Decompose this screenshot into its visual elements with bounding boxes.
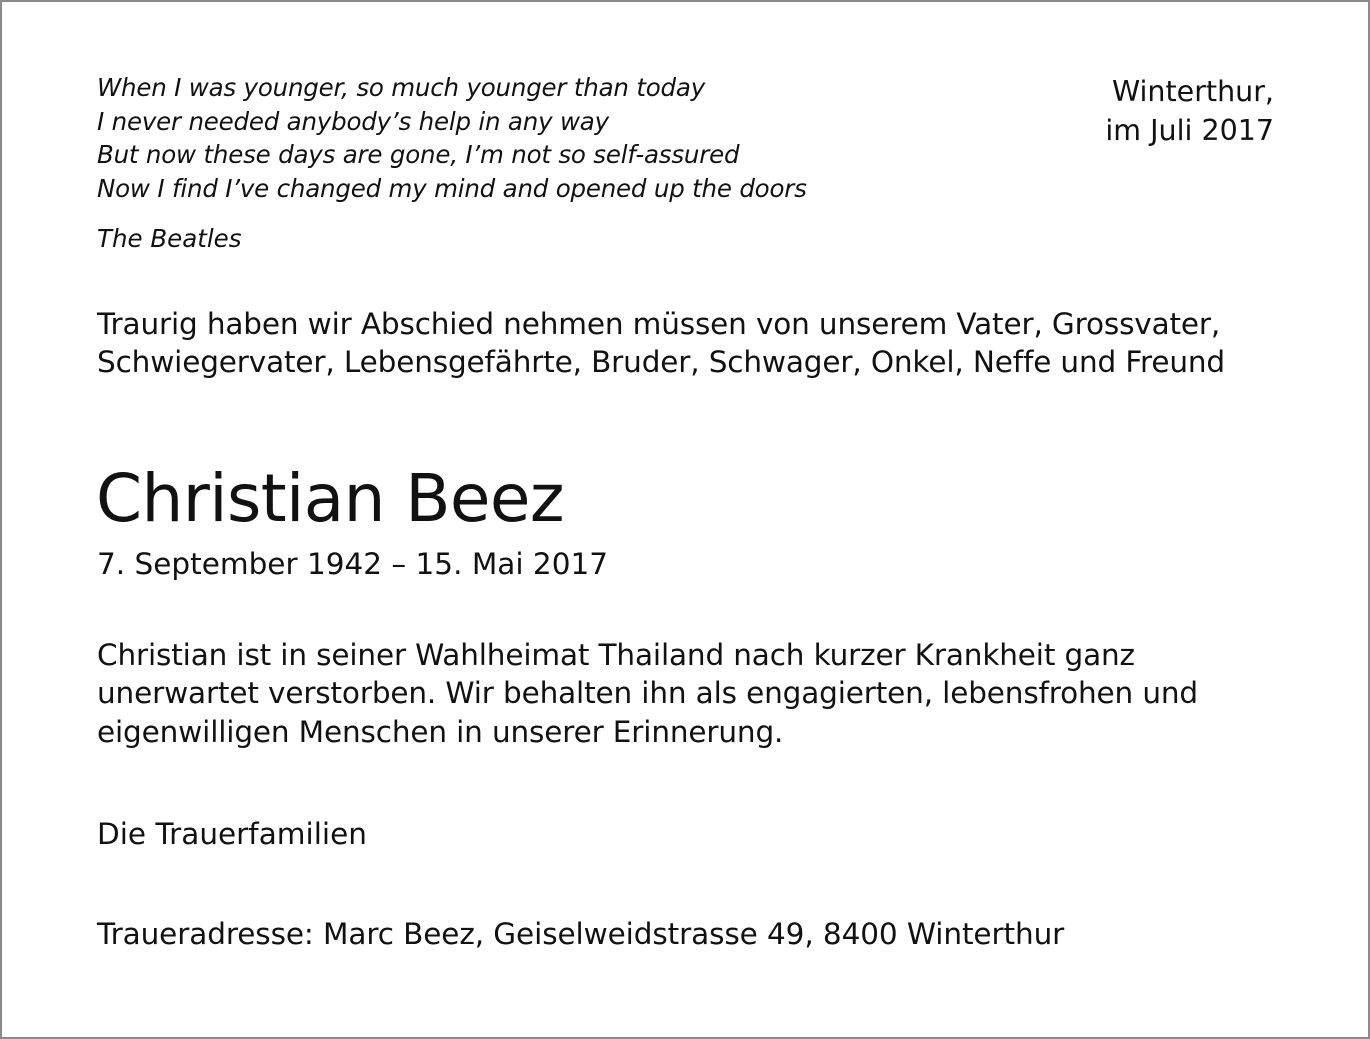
place-date xyxy=(1105,73,1274,150)
song-quote xyxy=(97,71,807,206)
date: im Juli 2017 xyxy=(1105,113,1274,147)
quote-line: Now I find I’ve changed my mind and opened up the doors xyxy=(97,174,807,204)
mourning-address: Traueradresse: Marc Beez, Geiselweidstrasse 49, 8400 Winterthur xyxy=(97,917,1065,951)
quote-line: When I was younger, so much younger than today xyxy=(97,73,706,102)
deceased-name: Christian Beez xyxy=(96,460,564,537)
intro-text: Traurig haben wir Abschied nehmen müssen von unserem Vater, Grossvater, Schwiegervater, Lebensgefährte, Bruder, Schwager, Onkel, Neffe und Freund xyxy=(97,307,1225,379)
place: Winterthur, xyxy=(1111,75,1274,108)
body-text: Christian ist in seiner Wahlheimat Thailand nach kurzer Krankheit ganz unerwartet verstorben. Wir behalten ihn als engagierten, lebensfrohen und eigenwilligen Menschen in unserer Erinnerung. xyxy=(97,638,1198,749)
signature: Die Trauerfamilien xyxy=(97,817,367,851)
life-dates: 7. September 1942 – 15. Mai 2017 xyxy=(97,547,609,581)
quote-line: But now these days are gone, I’m not so self-assured xyxy=(97,140,740,170)
quote-author: The Beatles xyxy=(97,224,242,253)
quote-line: I never needed anybody’s help in any way xyxy=(97,106,609,136)
